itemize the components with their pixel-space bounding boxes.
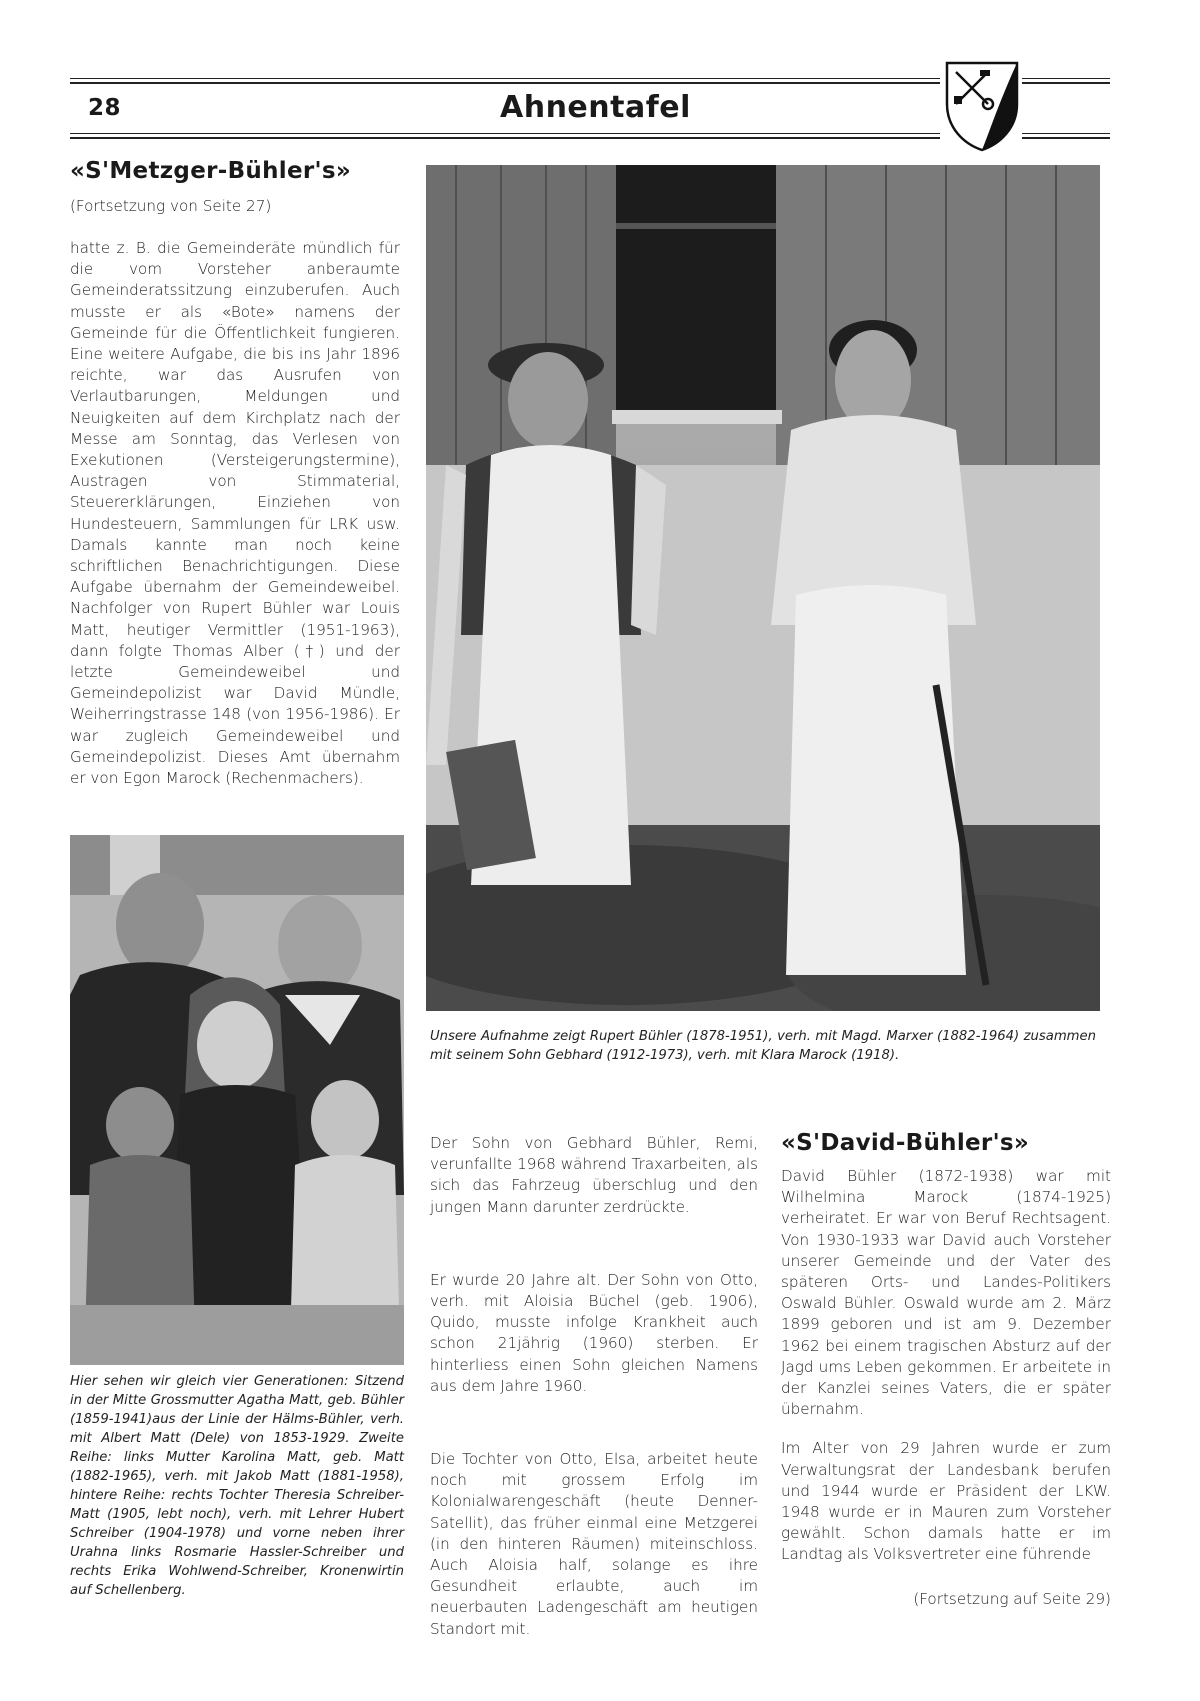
photo-rupert-and-gebhard [426,165,1100,1011]
photo-four-generations [70,835,404,1365]
header-rule-right-top-thick [1022,82,1110,84]
caption-main-photo-text: Unsere Aufnahme zeigt Rupert Bühler (1878-1951), verh. mit Magd. Marxer (1882-1964) zusammen mit seinem Sohn Gebhard (1912-1973), verh. mit Klara Marock (1918). [430,1029,1096,1063]
article-body-middle [430,1133,758,1640]
header-rule-right-bottom-thick [1022,137,1110,139]
caption-family-photo [70,1372,404,1600]
header-rule-right-bottom [1022,133,1110,134]
article-body-right [781,1166,1111,1566]
caption-family-photo-text: Hier sehen wir gleich vier Generationen: Sitzend in der Mitte Grossmutter Agatha Matt, geb. Bühler (1859-1941)aus der Linie der Hälms-Bühler, verh. mit Albert Matt (Dele) von 1853-1929. Zweite Reihe: links Mutter Karolina Matt, geb. Matt (1882-1965), verh. mit Jakob Matt (1881-1958), hintere Reihe: rechts Tochter Theresia Schreiber-Matt (1905, lebt noch), verh. mit Lehrer Hubert Schreiber (1904-1978) und vorne neben ihrer Urahna links Rosmarie Hassler-Schreiber und rechts Erika Wohlwend-Schreiber, Kronenwirtin auf Schellenberg. [70,1374,404,1598]
header-rule-top [70,78,940,79]
header-rule-right-top [1022,78,1110,79]
continuation-to: (Fortsetzung auf Seite 29) [913,1590,1111,1608]
section-heading-david: «S'David-Bühler's» [781,1130,1030,1156]
header-rule-bottom [70,133,940,134]
middle-paragraph: Er wurde 20 Jahre alt. Der Sohn von Otto, verh. mit Aloisia Büchel (geb. 1906), Quido, musste infolge Krankheit auch schon 21jährig (1960) sterben. Er hinterliess einen Sohn gleichen Namens aus dem Jahre 1960. [430,1270,758,1395]
header-rule-top-thick [70,82,940,84]
middle-paragraph: Die Tochter von Otto, Elsa, arbeitet heute noch mit grossem Erfolg im Kolonialwarengeschäft (heute Denner-Satellit), das früher einmal eine Metzgerei (in den hinteren Räumen) miteinschloss. Auch Aloisia half, solange es ihre Gesundheit erlaubte, auch im neuerbauten Ladengeschäft am heutigen Standort mit. [430,1450,758,1638]
page-number: 28 [88,95,122,121]
header-rule-bottom-thick [70,137,940,139]
continuation-from: (Fortsetzung von Seite 27) [70,197,272,215]
coat-of-arms-icon [944,60,1020,152]
right-paragraph: David Bühler (1872-1938) war mit Wilhelmina Marock (1874-1925) verheiratet. Er war von Beruf Rechtsagent. Von 1930-1933 war David auch Vorsteher unserer Gemeinde und der Vater des späteren Orts- und Landes-Politikers Oswald Bühler. Oswald wurde am 2. März 1899 geboren und ist am 9. Dezember 1962 bei einem tragischen Absturz auf der Jagd ums Leben gekommen. Er arbeitete in der Kanzlei seines Vaters, die er später übernahm. [781,1167,1111,1419]
right-paragraph: Im Alter von 29 Jahren wurde er zum Verwaltungsrat der Landesbank berufen und 1944 wurde er Präsident der LKW. 1948 wurde er in Mauren zum Vorsteher gewählt. Schon damals hatte er im Landtag als Volksvertreter eine führende [781,1439,1111,1564]
section-heading-metzger: «S'Metzger-Bühler's» [70,158,351,184]
caption-main-photo [430,1027,1096,1065]
middle-paragraph: Der Sohn von Gebhard Bühler, Remi, verunfallte 1968 während Traxarbeiten, als sich das Fahrzeug überschlug und den jungen Mann darunter zerdrückte. [430,1134,758,1216]
article-body-left: hatte z. B. die Gemeinderäte mündlich für die vom Vorsteher anberaumte Gemeinderatssitzung einzuberufen. Auch musste er als «Bote» namens der Gemeinde für die Öffentlichkeit fungieren. Eine weitere Aufgabe, die bis ins Jahr 1896 reichte, war das Ausrufen von Verlautbarungen, Meldungen und Neuigkeiten auf dem Kirchplatz nach der Messe am Sonntag, das Verlesen von Exekutionen (Versteigerungstermine), Austragen von Stimmaterial, Steuererklärungen, Einziehen von Hundesteuern, Sammlungen für LRK usw. Damals kannte man noch keine schriftlichen Benachrichtigungen. Diese Aufgabe übernahm der Gemeindeweibel. Nachfolger von Rupert Bühler war Louis Matt, heutiger Vermittler (1951-1963), dann folgte Thomas Alber (†) und der letzte Gemeindeweibel und Gemeindepolizist war David Mündle, Weiherringstrasse 148 (von 1956-1986). Er war zugleich Gemeindeweibel und Gemeindepolizist. Dieses Amt übernahm er von Egon Marock (Rechenmachers). [70,239,400,788]
page-title: Ahnentafel [500,90,691,125]
